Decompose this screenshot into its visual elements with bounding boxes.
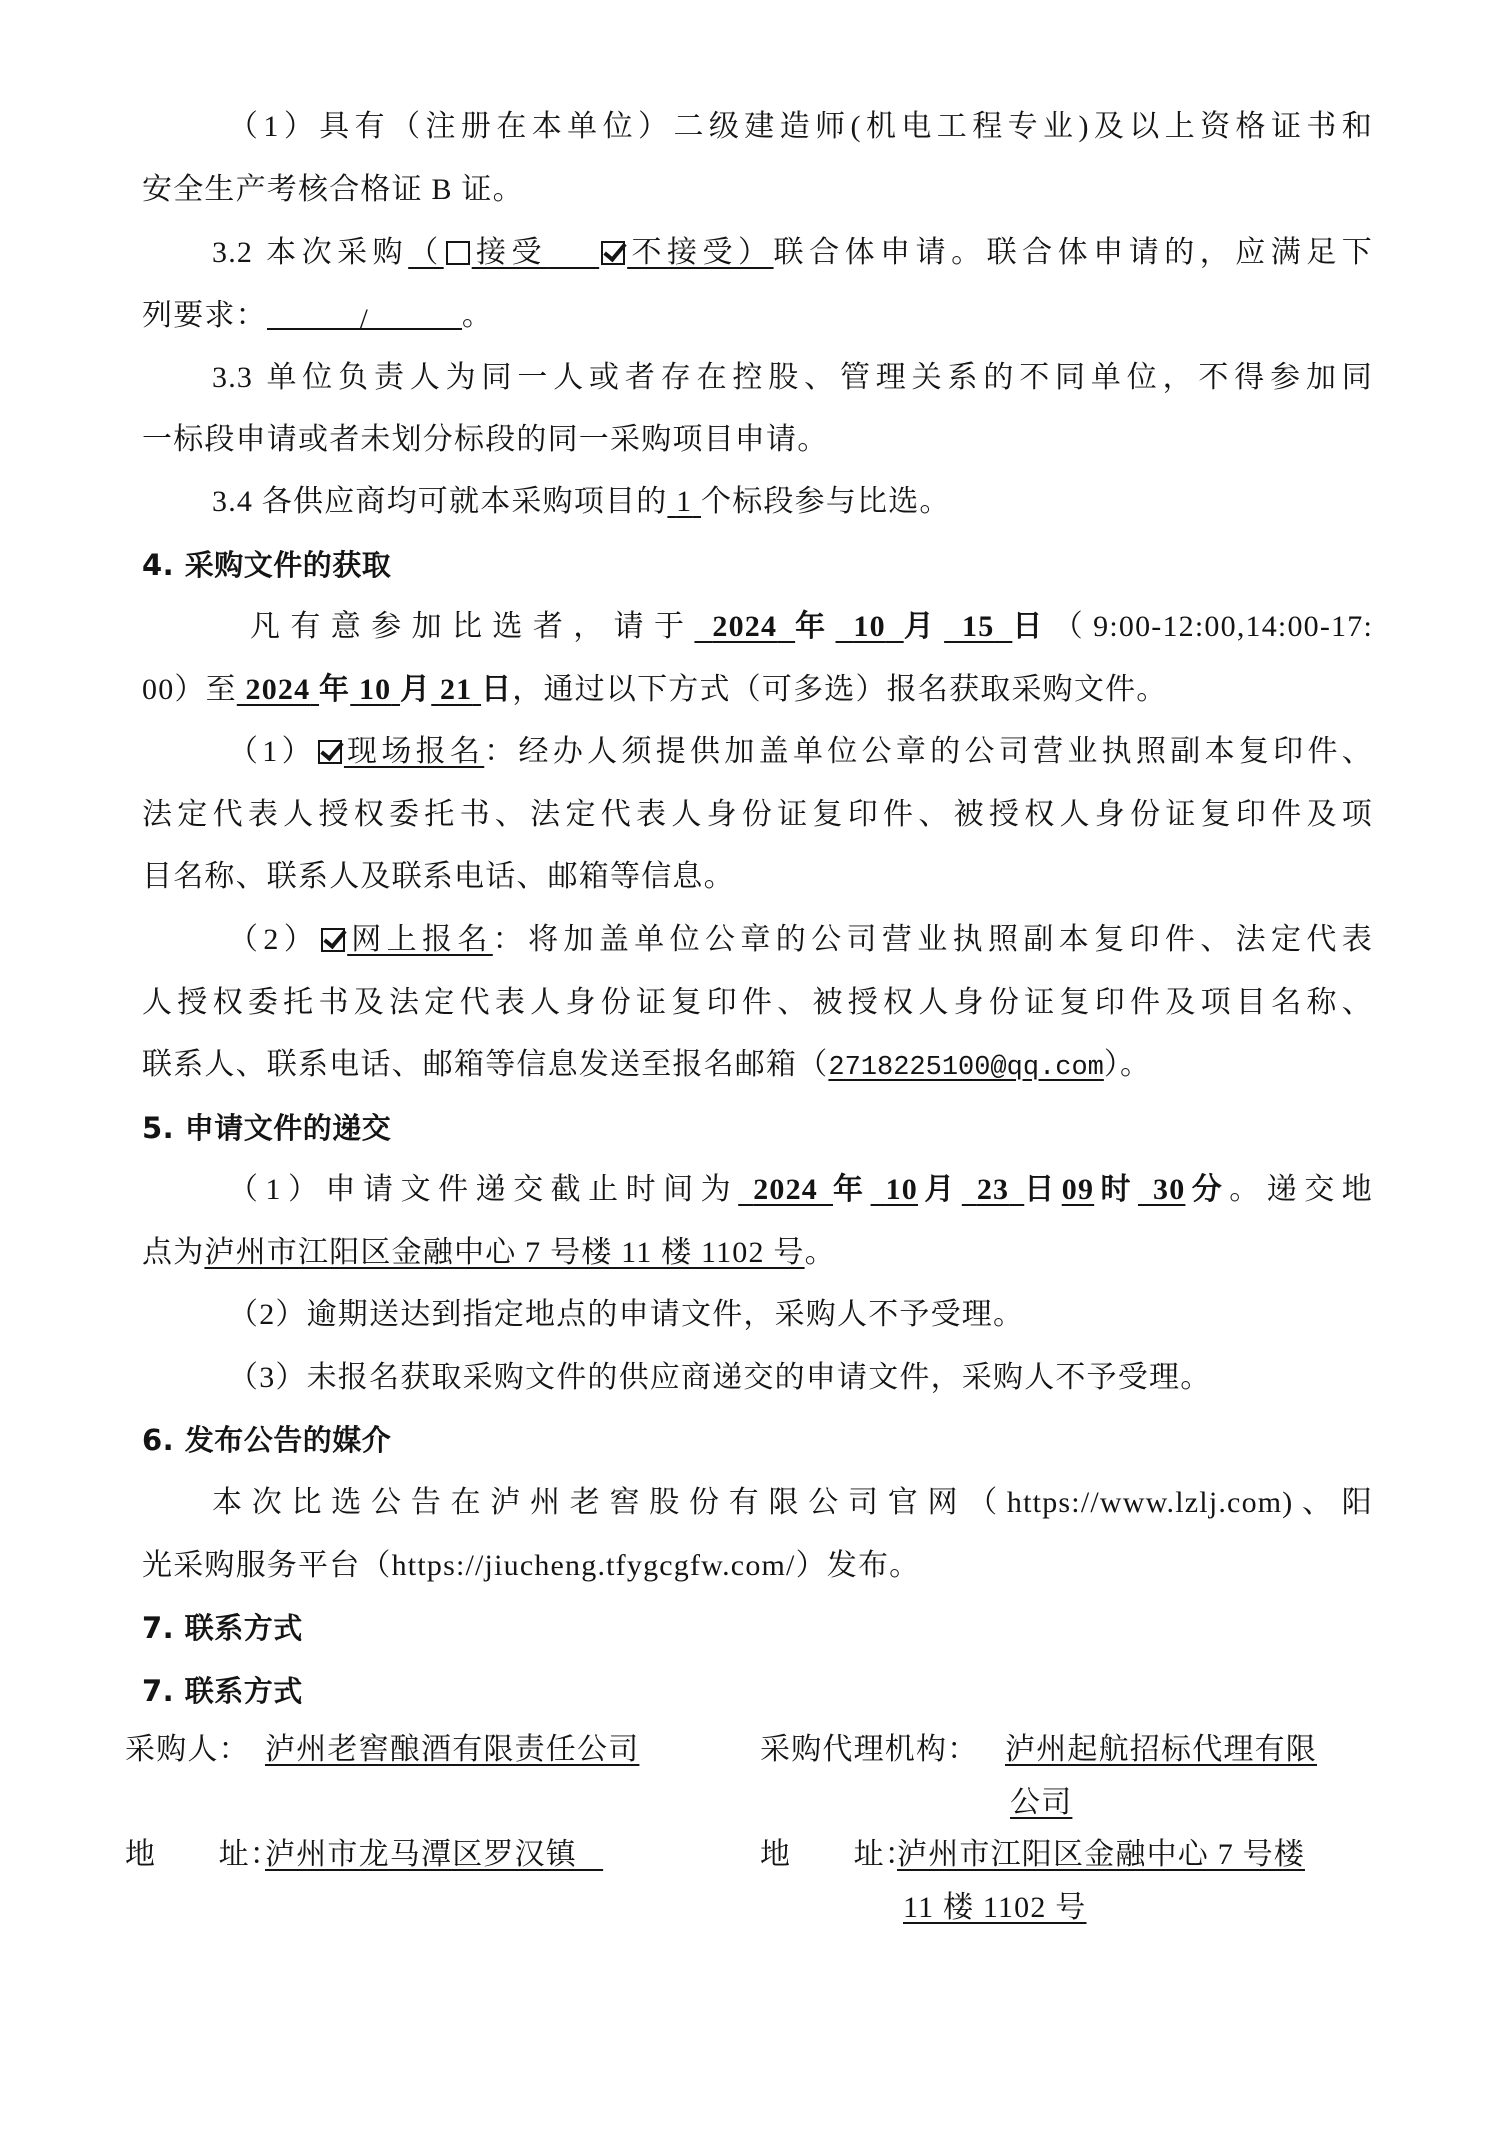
online-registration-option: 网上报名 <box>319 923 493 956</box>
consortium-clause-line-2: 列要求： / 。 <box>142 299 494 336</box>
accept-checkbox-unchecked-icon[interactable] <box>446 241 470 265</box>
onsite-registration-line-1: （1） 现场报名：经办人须提供加盖单位公章的公司营业执照副本复印件、 <box>228 735 1373 768</box>
end-day: 21 <box>439 673 473 706</box>
agency-name-line-1: 泸州起航招标代理有限 <box>1005 1733 1317 1766</box>
clause-3-3-line-1: 3.3 单位负责人为同一人或者存在控股、管理关系的不同单位，不得参加同 <box>212 361 1373 394</box>
agency-address-line-1: 泸州市江阳区金融中心 7 号楼 <box>897 1838 1305 1871</box>
agency-address-label: 地 址： <box>760 1838 916 1871</box>
deadline-day: 23 <box>976 1173 1010 1206</box>
end-month: 10 <box>358 673 392 706</box>
submission-deadline-line-1: （1）申请文件递交截止时间为 2024 年 10月 23 日09时 30分。递交地 <box>228 1173 1373 1206</box>
deadline-hour: 09 <box>1061 1173 1095 1206</box>
consortium-clause-line-1 <box>212 231 1373 275</box>
start-year: 2024 <box>712 610 778 643</box>
section-4-heading: 4. 采购文件的获取 <box>142 548 392 582</box>
registration-period-line-2: 00）至 2024 年 10 月 21 日，通过以下方式（可多选）报名获取采购文件。 <box>142 673 1168 706</box>
unregistered-submission-clause: （3）未报名获取采购文件的供应商递交的申请文件，采购人不予受理。 <box>228 1361 1212 1394</box>
submission-location: 泸州市江阳区金融中心 7 号楼 11 楼 1102 号 <box>204 1236 805 1269</box>
agency-name-line-2: 公司 <box>1010 1786 1073 1819</box>
requirement-item-1-line-2: 安全生产考核合格证 B 证。 <box>142 173 524 206</box>
late-submission-clause: （2）逾期送达到指定地点的申请文件，采购人不予受理。 <box>228 1298 1025 1331</box>
publication-media-line-2: 光采购服务平台（https://jiucheng.tfygcgfw.com/）发布。 <box>142 1549 921 1582</box>
purchaser-address: 泸州市龙马潭区罗汉镇 <box>265 1838 577 1871</box>
section-7-heading-duplicate: 7. 联系方式 <box>142 1674 303 1708</box>
onsite-registration-line-3: 目名称、联系人及联系电话、邮箱等信息。 <box>142 860 735 893</box>
section-5-heading: 5. 申请文件的递交 <box>142 1111 392 1145</box>
section-7-heading: 7. 联系方式 <box>142 1611 303 1645</box>
deadline-year: 2024 <box>753 1173 819 1206</box>
office-hours: （9:00-12:00,14:00-17: <box>1052 610 1373 643</box>
online-registration-line-3: 联系人、联系电话、邮箱等信息发送至报名邮箱（2718225100@qq.com）。 <box>142 1048 1152 1083</box>
purchaser-name: 泸州老窖酿酒有限责任公司 <box>265 1733 640 1766</box>
online-registration-line-1: （2） 网上报名：将加盖单位公章的公司营业执照副本复印件、法定代表 <box>228 923 1373 956</box>
consortium-clause-suffix: 联合体申请。联合体申请的，应满足下 <box>773 236 1374 269</box>
registration-email-link[interactable]: 2718225100@qq.com <box>828 1053 1104 1083</box>
start-day: 15 <box>962 610 995 643</box>
deadline-minute: 30 <box>1153 1173 1186 1206</box>
consortium-requirements-blank: / <box>267 298 462 330</box>
reject-option-label: 不接受） <box>627 236 774 269</box>
purchaser-address-label: 地 址： <box>125 1838 281 1871</box>
start-month: 10 <box>853 610 886 643</box>
reject-checkbox-checked-icon[interactable] <box>601 241 625 265</box>
onsite-registration-line-2: 法定代表人授权委托书、法定代表人身份证复印件、被授权人身份证复印件及项 <box>142 798 1373 831</box>
clause-3-3-line-2: 一标段申请或者未划分标段的同一采购项目申请。 <box>142 423 829 456</box>
section-6-heading: 6. 发布公告的媒介 <box>142 1423 392 1457</box>
accept-option-label: 接受 <box>471 236 548 269</box>
registration-period-line-1: 凡有意参加比选者，请于 2024 年 10 月 15 日（9:00-12:00,14:00-17: <box>250 610 1373 643</box>
end-year: 2024 <box>245 673 311 706</box>
deadline-month: 10 <box>885 1173 918 1206</box>
consortium-options: （ 接受 不接受） <box>408 236 774 269</box>
agency-label: 采购代理机构： <box>760 1733 979 1766</box>
online-registration-line-2: 人授权委托书及法定代表人身份证复印件、被授权人身份证复印件及项目名称、 <box>142 986 1373 1019</box>
online-checkbox-checked-icon[interactable] <box>321 928 345 952</box>
agency-address-line-2: 11 楼 1102 号 <box>903 1891 1087 1924</box>
purchaser-label: 采购人： <box>125 1733 250 1766</box>
clause-3-4: 3.4 各供应商均可就本采购项目的 1 个标段参与比选。 <box>212 485 951 518</box>
lot-count: 1 <box>676 485 693 518</box>
submission-location-line: 点为泸州市江阳区金融中心 7 号楼 11 楼 1102 号。 <box>142 1236 836 1269</box>
onsite-registration-option: 现场报名 <box>316 735 484 768</box>
consortium-clause-prefix: 3.2 本次采购 <box>212 236 409 269</box>
publication-media-line-1: 本次比选公告在泸州老窖股份有限公司官网（https://www.lzlj.com)、阳 <box>212 1486 1373 1519</box>
onsite-checkbox-checked-icon[interactable] <box>318 740 342 764</box>
requirement-item-1-line-1: （1）具有（注册在本单位）二级建造师(机电工程专业)及以上资格证书和 <box>228 110 1373 143</box>
